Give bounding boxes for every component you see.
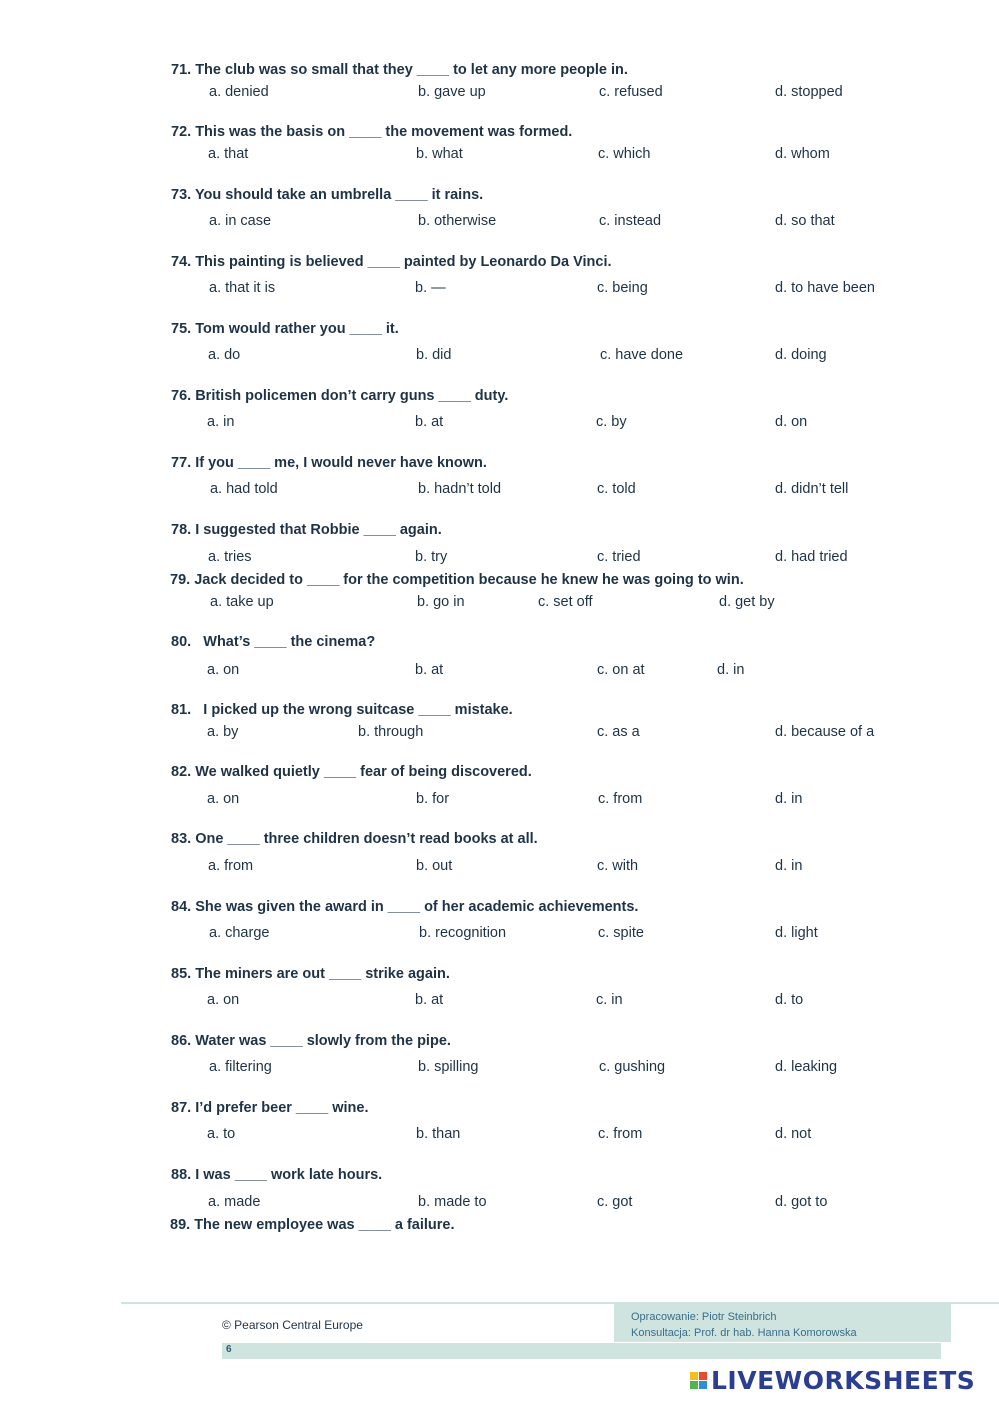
option-74-c[interactable]: c. being <box>597 280 648 296</box>
option-84-b[interactable]: b. recognition <box>419 925 507 941</box>
option-88-c[interactable]: c. got <box>597 1194 633 1210</box>
option-72-d[interactable]: d. whom <box>775 146 830 162</box>
question-74: 74. This painting is believed ____ painted by Leonardo Da Vinci. <box>171 254 612 270</box>
question-85: 85. The miners are out ____ strike again. <box>171 966 450 982</box>
option-80-a[interactable]: a. on <box>207 662 240 678</box>
option-76-d[interactable]: d. on <box>775 414 808 430</box>
option-78-a[interactable]: a. tries <box>208 549 252 565</box>
option-87-d[interactable]: d. not <box>775 1126 812 1142</box>
option-79-d[interactable]: d. get by <box>719 594 775 610</box>
option-80-c[interactable]: c. on at <box>597 662 645 678</box>
option-82-b[interactable]: b. for <box>416 791 450 807</box>
question-89: 89. The new employee was ____ a failure. <box>170 1217 455 1233</box>
option-75-d[interactable]: d. doing <box>775 347 827 363</box>
option-85-d[interactable]: d. to <box>775 992 804 1008</box>
option-83-d[interactable]: d. in <box>775 858 803 874</box>
page-number-bar <box>222 1343 941 1359</box>
question-77: 77. If you ____ me, I would never have known. <box>171 455 487 471</box>
option-80-d[interactable]: d. in <box>717 662 745 678</box>
option-88-a[interactable]: a. made <box>208 1194 261 1210</box>
option-72-c[interactable]: c. which <box>598 146 651 162</box>
logo-tile-icon <box>690 1372 698 1380</box>
option-81-c[interactable]: c. as a <box>597 724 640 740</box>
option-82-a[interactable]: a. on <box>207 791 240 807</box>
option-87-b[interactable]: b. than <box>416 1126 461 1142</box>
option-77-a[interactable]: a. had told <box>210 481 278 497</box>
option-79-b[interactable]: b. go in <box>417 594 465 610</box>
option-77-c[interactable]: c. told <box>597 481 636 497</box>
question-83: 83. One ____ three children doesn’t read books at all. <box>171 831 538 847</box>
option-75-c[interactable]: c. have done <box>600 347 684 363</box>
option-74-b[interactable]: b. — <box>415 280 446 296</box>
option-86-d[interactable]: d. leaking <box>775 1059 838 1075</box>
footer-consultant: Konsultacja: Prof. dr hab. Hanna Komorowska <box>631 1327 857 1339</box>
option-76-b[interactable]: b. at <box>415 414 444 430</box>
option-86-b[interactable]: b. spilling <box>418 1059 479 1075</box>
option-85-b[interactable]: b. at <box>415 992 444 1008</box>
option-78-d[interactable]: d. had tried <box>775 549 848 565</box>
question-80: 80. What’s ____ the cinema? <box>171 634 376 650</box>
option-77-d[interactable]: d. didn’t tell <box>775 481 849 497</box>
question-87: 87. I’d prefer beer ____ wine. <box>171 1100 369 1116</box>
footer-author: Opracowanie: Piotr Steinbrich <box>631 1311 777 1323</box>
option-79-c[interactable]: c. set off <box>538 594 593 610</box>
option-79-a[interactable]: a. take up <box>210 594 274 610</box>
option-87-a[interactable]: a. to <box>207 1126 236 1142</box>
liveworksheets-logo-icon <box>690 1372 707 1389</box>
option-74-a[interactable]: a. that it is <box>209 280 276 296</box>
option-82-d[interactable]: d. in <box>775 791 803 807</box>
option-73-a[interactable]: a. in case <box>209 213 272 229</box>
option-83-a[interactable]: a. from <box>208 858 254 874</box>
question-75: 75. Tom would rather you ____ it. <box>171 321 399 337</box>
option-74-d[interactable]: d. to have been <box>775 280 875 296</box>
option-71-b[interactable]: b. gave up <box>418 84 486 100</box>
option-86-a[interactable]: a. filtering <box>209 1059 272 1075</box>
option-71-c[interactable]: c. refused <box>599 84 663 100</box>
option-83-c[interactable]: c. with <box>597 858 639 874</box>
option-81-b[interactable]: b. through <box>358 724 424 740</box>
option-88-d[interactable]: d. got to <box>775 1194 828 1210</box>
option-78-c[interactable]: c. tried <box>597 549 641 565</box>
question-76: 76. British policemen don’t carry guns ____ duty. <box>171 388 509 404</box>
question-73: 73. You should take an umbrella ____ it rains. <box>171 187 484 203</box>
option-76-a[interactable]: a. in <box>207 414 235 430</box>
question-84: 84. She was given the award in ____ of her academic achievements. <box>171 899 639 915</box>
option-82-c[interactable]: c. from <box>598 791 643 807</box>
option-81-a[interactable]: a. by <box>207 724 239 740</box>
option-72-b[interactable]: b. what <box>416 146 463 162</box>
option-71-a[interactable]: a. denied <box>209 84 269 100</box>
page-number: 6 <box>226 1344 232 1355</box>
option-77-b[interactable]: b. hadn’t told <box>418 481 502 497</box>
logo-tile-icon <box>699 1372 707 1380</box>
question-86: 86. Water was ____ slowly from the pipe. <box>171 1033 451 1049</box>
question-71: 71. The club was so small that they ____ to let any more people in. <box>171 62 628 78</box>
option-78-b[interactable]: b. try <box>415 549 448 565</box>
option-76-c[interactable]: c. by <box>596 414 627 430</box>
option-72-a[interactable]: a. that <box>208 146 249 162</box>
question-82: 82. We walked quietly ____ fear of being discovered. <box>171 764 532 780</box>
option-85-a[interactable]: a. on <box>207 992 240 1008</box>
footer-credits <box>614 1304 951 1342</box>
option-71-d[interactable]: d. stopped <box>775 84 843 100</box>
option-84-d[interactable]: d. light <box>775 925 818 941</box>
question-78: 78. I suggested that Robbie ____ again. <box>171 522 442 538</box>
option-73-d[interactable]: d. so that <box>775 213 835 229</box>
option-83-b[interactable]: b. out <box>416 858 453 874</box>
option-73-c[interactable]: c. instead <box>599 213 662 229</box>
option-85-c[interactable]: c. in <box>596 992 623 1008</box>
footer-copyright: © Pearson Central Europe <box>222 1318 363 1332</box>
option-80-b[interactable]: b. at <box>415 662 444 678</box>
liveworksheets-logo[interactable] <box>690 1366 975 1394</box>
option-84-c[interactable]: c. spite <box>598 925 644 941</box>
question-88: 88. I was ____ work late hours. <box>171 1167 383 1183</box>
option-88-b[interactable]: b. made to <box>418 1194 487 1210</box>
logo-tile-icon <box>690 1381 698 1389</box>
question-79: 79. Jack decided to ____ for the competition because he knew he was going to win. <box>170 572 744 588</box>
option-86-c[interactable]: c. gushing <box>599 1059 666 1075</box>
option-75-b[interactable]: b. did <box>416 347 452 363</box>
liveworksheets-logo-text: LIVEWORKSHEETS <box>711 1365 976 1395</box>
question-81: 81. I picked up the wrong suitcase ____ mistake. <box>171 702 513 718</box>
logo-tile-icon <box>699 1381 707 1389</box>
question-72: 72. This was the basis on ____ the movement was formed. <box>171 124 573 140</box>
option-75-a[interactable]: a. do <box>208 347 241 363</box>
option-81-d[interactable]: d. because of a <box>775 724 875 740</box>
option-87-c[interactable]: c. from <box>598 1126 643 1142</box>
option-73-b[interactable]: b. otherwise <box>418 213 497 229</box>
option-84-a[interactable]: a. charge <box>209 925 270 941</box>
